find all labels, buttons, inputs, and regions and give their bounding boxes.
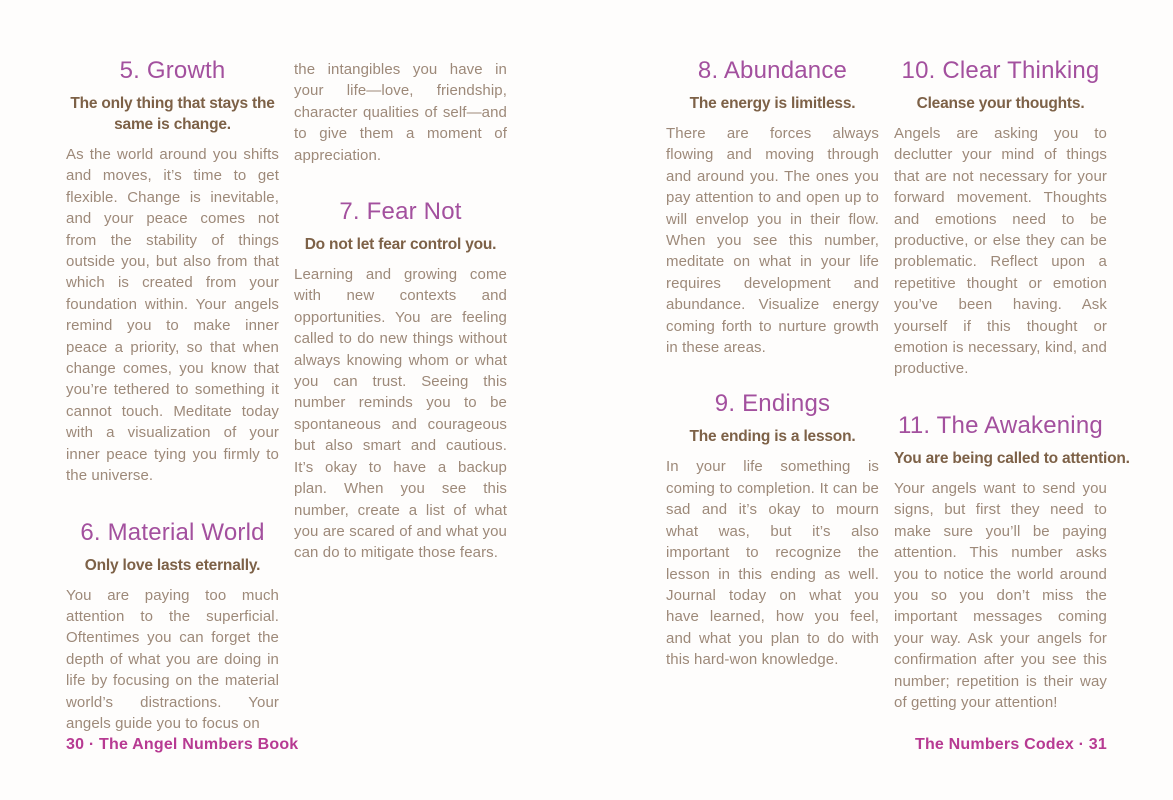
section-6-subtitle: Only love lasts eternally. [84,556,261,574]
section-10-body: Angels are asking you to declutter your mind of things that are not necessary for your forward movement. Thoughts and emotions need to be productive, or else they can be problematic. Reflect upon a repetitive thought or emotion you’ve been having. Ask yourself if this thought or emotion is necessary, kind, and productive. [894,125,1107,378]
section-6-body: You are paying too much attention to the superficial. Oftentimes you can forget the depth of what you are doing in life by focusing on the material world’s distractions. Your angels guide you to focus on [66,586,279,732]
section-7-fear-not [294,197,507,564]
left-page-column-1 [66,56,279,734]
section-9-subtitle: The ending is a lesson. [689,428,856,446]
section-11-title: 11. The Awakening [898,411,1103,439]
section-9-title: 9. Endings [714,390,831,418]
section-8-subtitle: The energy is limitless. [689,95,856,112]
section-8-abundance [666,56,879,358]
section-10-clear-thinking [894,56,1107,380]
section-7-title: 7. Fear Not [339,198,462,226]
right-page-column-1 [666,56,879,671]
section-11-body: Your angels want to send you signs, but first they need to make sure you’ll be paying attention. This number asks you to notice the world around you so you don’t miss the important messages coming your way. Ask your angels for confirmation after you see this number; repetition is their way of getting your attention! [894,479,1107,711]
section-5-title: 5. Growth [119,57,226,84]
section-5-body: As the world around you shifts and moves, it’s time to get flexible. Change is inevitable, and your peace comes not from the stability of things outside you, but also from that which is created from your foundation within. Your angels remind you to make inner peace a priority, so that when change comes, you know that you’re tethered to something it cannot touch. Meditate today with a visualization of your inner peace tying you firmly to the universe. [66,146,279,485]
left-page-column-2 [294,56,507,564]
section-11-subtitle: You are being called to attention. [894,449,1130,467]
section-5-growth [66,56,279,487]
section-7-subtitle: Do not let fear control you. [304,236,497,254]
section-10-subtitle: Cleanse your thoughts. [916,95,1085,112]
section-8-title: 8. Abundance [697,57,848,84]
section-9-endings [666,389,879,670]
section-6-body-continued: the intangibles you have in your life—love, friendship, character qualities of self—and to give them a moment of appreciation. [294,61,507,164]
section-5-subtitle: The only thing that stays the same is change. [70,95,275,133]
section-11-the-awakening [894,411,1130,713]
section-7-body: Learning and growing come with new contexts and opportunities. You are feeling called to do new things without always knowing whom or what you can trust. Seeing this number reminds you to be spontaneous and courageous but also smart and cautious. It’s okay to have a backup plan. When you see this number, create a list of what you are scared of and what you can do to mitigate those fears. [294,266,507,562]
section-9-body: In your life something is coming to completion. It can be sad and it’s okay to mourn what was, but it’s also important to recognize the lesson in this ending as well. Journal today on what you have learned, how you feel, and what you plan to do with this hard-won knowledge. [666,458,879,669]
section-6-title: 6. Material World [80,518,265,546]
footer-chapter-title-and-page-number: The Numbers Codex · 31 [914,736,1107,753]
right-page-column-2 [894,56,1130,713]
section-8-body: There are forces always flowing and moving through and around you. The ones you pay attention to and open up to will envelop you in their flow. When you see this number, meditate on what in your life requires development and abundance. Visualize energy coming forth to nurture growth in these areas. [666,125,879,357]
footer-page-number-and-book-title: 30 · The Angel Numbers Book [66,736,299,753]
section-6-material-world [66,518,279,735]
section-10-title: 10. Clear Thinking [901,57,1100,84]
